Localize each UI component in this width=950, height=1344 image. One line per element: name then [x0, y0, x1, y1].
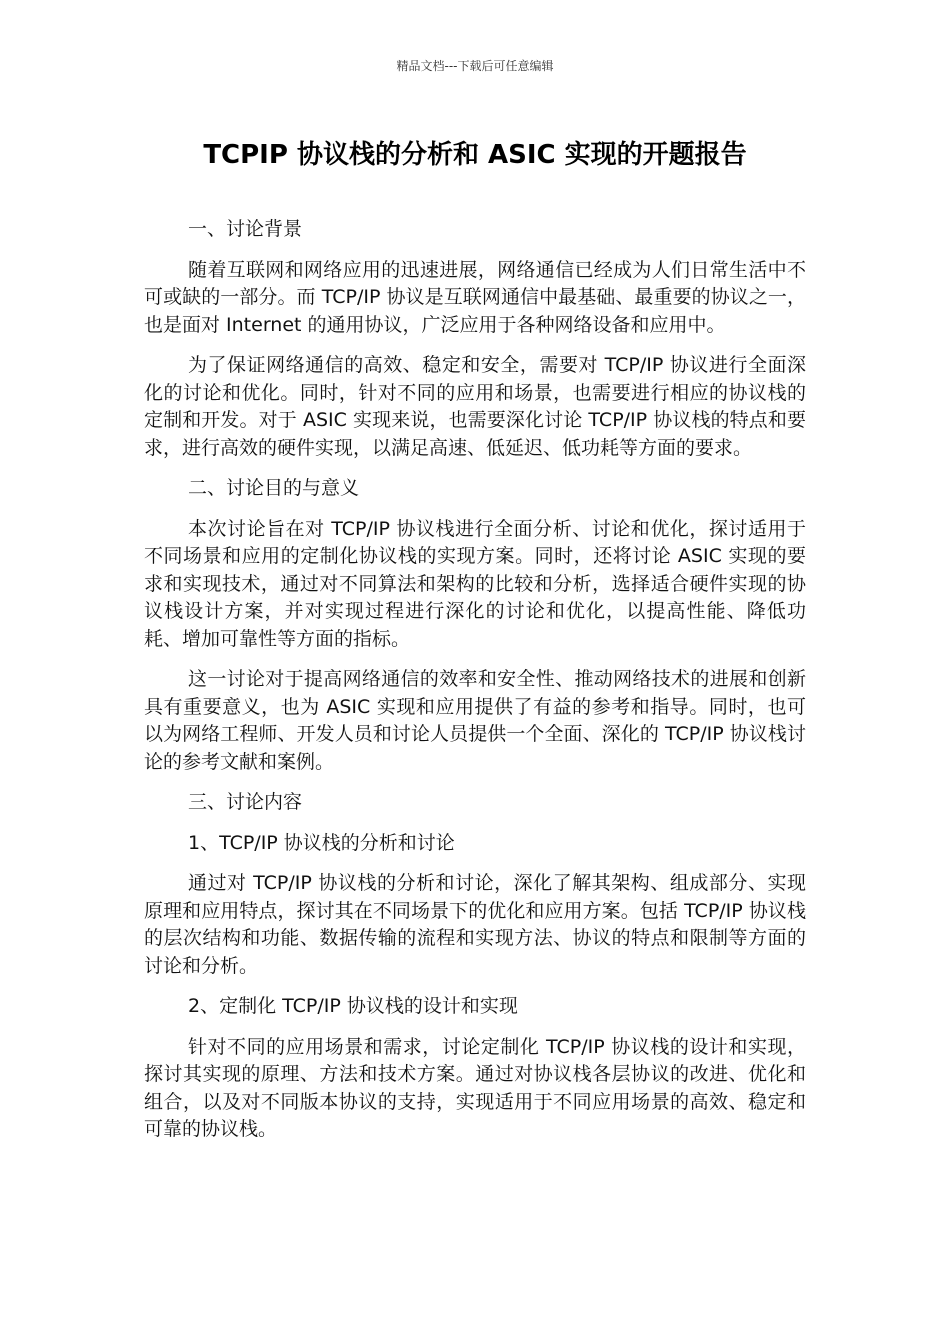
page-header: 精品文档---下载后可任意编辑: [396, 59, 554, 73]
subsection-heading-custom: 2、定制化 TCP/IP 协议栈的设计和实现: [188, 995, 518, 1017]
document-title: TCPIP 协议栈的分析和 ASIC 实现的开题报告: [203, 140, 747, 170]
paragraph-background-2: 为了保证网络通信的高效、稳定和安全，需要对 TCP/IP 协议进行全面深化的讨论和优化。同时，针对不同的应用和场景，也需要进行相应的协议栈的定制和开发。对于 ASIC 实现来说，也需要深化讨论 TCP/IP 协议栈的特点和要求，进行高效的硬件实现，以满足高速、低延迟、低功耗等方面的要求。: [144, 354, 806, 459]
subsection-heading-analysis: 1、TCP/IP 协议栈的分析和讨论: [188, 831, 455, 854]
section-heading-purpose: 二、讨论目的与意义: [188, 477, 360, 499]
paragraph-analysis: 通过对 TCP/IP 协议栈的分析和讨论，深化了解其架构、组成部分、实现原理和应用特点，探讨其在不同场景下的优化和应用方案。包括 TCP/IP 协议栈的层次结构和功能、数据传输的流程和实现方法、协议的特点和限制等方面的讨论和分析。: [144, 872, 806, 977]
paragraph-custom: 针对不同的应用场景和需求，讨论定制化 TCP/IP 协议栈的设计和实现，探讨其实现的原理、方法和技术方案。通过对协议栈各层协议的改进、优化和组合，以及对不同版本协议的支持，实现适用于不同应用场景的高效、稳定和可靠的协议栈。: [144, 1035, 806, 1140]
section-heading-background: 一、讨论背景: [188, 218, 303, 240]
paragraph-purpose-2: 这一讨论对于提高网络通信的效率和安全性、推动网络技术的进展和创新具有重要意义，也为 ASIC 实现和应用提供了有益的参考和指导。同时，也可以为网络工程师、开发人员和讨论人员提供一个全面、深化的 TCP/IP 协议栈讨论的参考文献和案例。: [144, 668, 806, 773]
document-body: [144, 216, 806, 1157]
paragraph-purpose-1: 本次讨论旨在对 TCP/IP 协议栈进行全面分析、讨论和优化，探讨适用于不同场景和应用的定制化协议栈的实现方案。同时，还将讨论 ASIC 实现的要求和实现技术，通过对不同算法和架构的比较和分析，选择适合硬件实现的协议栈设计方案，并对实现过程进行深化的讨论和优化，以提高性能、降低功耗、增加可靠性等方面的指标。: [144, 517, 806, 650]
section-heading-content: 三、讨论内容: [188, 791, 303, 813]
paragraph-background-1: 随着互联网和网络应用的迅速进展，网络通信已经成为人们日常生活中不可或缺的一部分。而 TCP/IP 协议是互联网通信中最基础、最重要的协议之一，也是面对 Internet 的通用协议，广泛应用于各种网络设备和应用中。: [144, 258, 806, 336]
